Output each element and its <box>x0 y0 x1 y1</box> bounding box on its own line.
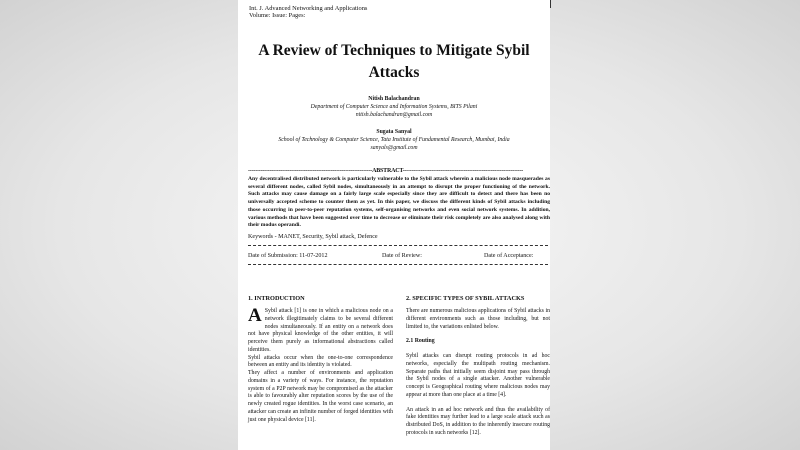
abstract-label: ---------------------------------------------------------------------ABSTRACT------------------------------------------------------------------- <box>248 168 524 174</box>
author-name: Sugata Sanyal <box>376 129 412 135</box>
scroll-indicator[interactable] <box>550 0 551 8</box>
keywords: Keywords - MANET, Security, Sybil attack, Defence <box>248 234 378 240</box>
date-of-review: Date of Review: <box>382 253 422 259</box>
paper-page <box>238 0 550 450</box>
right-column-text <box>406 308 550 438</box>
author-block-2 <box>248 128 540 153</box>
paragraph: Sybil attacks can disrupt routing protocols in ad hoc networks, especially the multipath routing mechanism. Separate paths that initially seem disjoint may pass through the Sybil nodes of a single attacker. Another vulnerable concept is Geographical routing where malicious nodes may appear at more than one place at a time [4]. <box>406 353 550 398</box>
paragraph: Sybil attacks occur when the one-to-one correspondence between an entity and its identity is violated. <box>248 354 393 369</box>
author-email: nitish.balachandran@gmail.com <box>355 112 433 119</box>
author-affiliation: School of Technology & Computer Science, Tata Institute of Fundamental Research, Mumbai, India <box>278 137 510 144</box>
paragraph: They affect a number of environments and application domains in a variety of ways. For instance, the reputation system of a P2P network may be compromised as the attacker is able to favourably alter reputation scores by the use of the newly created rogue identities. In the worst case scenario, an attacker can create an infinite number of forged identities with just one physical device [11]. <box>248 370 393 423</box>
paragraph: A Sybil attack [1] is one in which a malicious node on a network illegitimately claims to be several different nodes simultaneously. If an entity on a network does not have physical knowledge of the other entities, it will perceive them purely as informational abstractions called identities. <box>248 305 393 353</box>
title-line-1: A Review of Techniques to Mitigate Sybil <box>258 42 530 59</box>
section-heading-introduction: 1. INTRODUCTION <box>248 295 305 302</box>
paper-title <box>248 40 540 84</box>
author-affiliation: Department of Computer Science and Information Systems, BITS Pilani <box>310 104 478 111</box>
divider <box>248 264 548 265</box>
author-block-1 <box>248 95 540 120</box>
drop-cap: A <box>248 305 262 326</box>
author-email: sanyals@gmail.com <box>370 145 418 152</box>
author-name: Nitish Balachandran <box>368 96 420 102</box>
paragraph: There are numerous malicious applications of Sybil attacks in different environments such as those including, but not limited to, the variations enlisted below. <box>406 308 550 330</box>
date-of-acceptance: Date of Acceptance: <box>484 253 534 259</box>
paragraph: An attack in an ad hoc network and thus the availability of fake identities may further lead to a large scale attack such as distributed DoS, in addition to the inherently insecure routing protocols in such networks [12]. <box>406 406 550 436</box>
section-heading-sybil-types: 2. SPECIFIC TYPES OF SYBIL ATTACKS <box>406 295 525 302</box>
left-column-text <box>248 305 393 424</box>
volume-issue-pages: Volume: Issue: Pages: <box>249 12 306 19</box>
subsection-heading-routing: 2.1 Routing <box>406 338 435 345</box>
date-of-submission: Date of Submission: 11-07-2012 <box>248 253 328 259</box>
title-line-2: Attacks <box>368 64 420 81</box>
divider <box>248 245 548 246</box>
abstract-text: Any decentralised distributed network is particularly vulnerable to the Sybil attack wherein a malicious node masquerades as several different nodes, called Sybil nodes, simultaneously in an attempt to disrupt the proper functioning of the network. Such attacks may cause damage on a fairly large scale especially since they are difficult to detect and there has been no universally accepted scheme to counter them as yet. In this paper, we discuss the different kinds of Sybil attacks including those occurring in peer-to-peer reputation systems, self-organising networks and even social network systems. In addition, various methods that have been suggested over time to decrease or eliminate their risk completely are also analysed along with their modus operandi. <box>248 176 550 229</box>
journal-name: Int. J. Advanced Networking and Applications <box>249 5 368 12</box>
